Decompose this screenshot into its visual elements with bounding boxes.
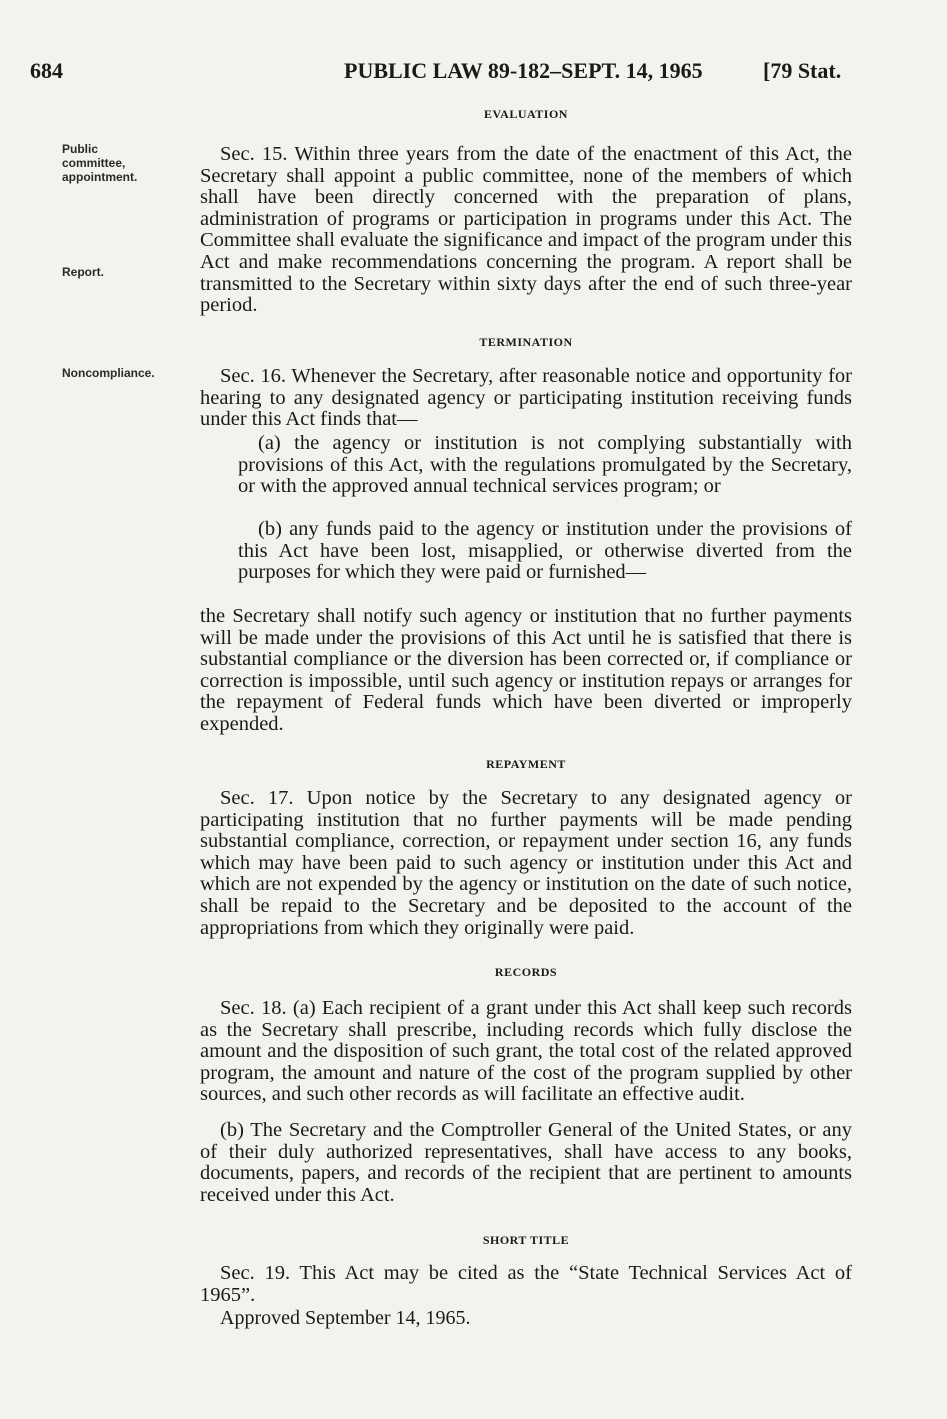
section-18-text-b: (b) The Secretary and the Comptroller General of the United States, or any of their duly authorized representatives, shall have access to any books, documents, papers, and records of the recipient that are pertinent to amounts received under this Act. bbox=[200, 1119, 852, 1206]
section-19-text: Sec. 19. This Act may be cited as the “State Technical Services Act of 1965”. bbox=[200, 1262, 852, 1306]
heading-repayment: REPAYMENT bbox=[486, 757, 566, 771]
section-16-item-b: (b) any funds paid to the agency or institution under the provisions of this Act have been lost, misapplied, or otherwise diverted from the purposes for which they were paid or furnished— bbox=[238, 518, 852, 584]
heading-records: RECORDS bbox=[494, 965, 558, 979]
heading-short-title: SHORT TITLE bbox=[482, 1233, 570, 1247]
section-16-intro: Sec. 16. Whenever the Secretary, after reasonable notice and opportunity for hearing to any designated agency or participating institution receiving funds under this Act finds that— bbox=[200, 365, 852, 431]
running-title: PUBLIC LAW 89-182–SEPT. 14, 1965 bbox=[344, 58, 703, 83]
section-18-text-a: Sec. 18. (a) Each recipient of a grant under this Act shall keep such records as the Secretary shall prescribe, including records which fully disclose the amount and the disposition of such grant, the total cost of the related approved program, the amount and nature of the cost of the program supplied by other sources, and such other records as will facilitate an effective audit. bbox=[200, 997, 852, 1106]
approval-date: Approved September 14, 1965. bbox=[220, 1307, 471, 1329]
margin-note-noncompliance: Noncompliance. bbox=[62, 366, 155, 380]
margin-note-report: Report. bbox=[62, 265, 104, 279]
section-16-item-a: (a) the agency or institution is not complying substantially with provisions of this Act, with the regulations promulgated by the Secretary, or with the approved annual technical services program; or bbox=[238, 432, 852, 498]
heading-termination: TERMINATION bbox=[479, 335, 573, 349]
statute-reference: [79 Stat. bbox=[763, 58, 842, 83]
section-17-text: Sec. 17. Upon notice by the Secretary to any designated agency or participating institution that no further payments will be made pending substantial compliance, correction, or repayment under section 16, any funds which may have been paid to such agency or institution under this Act and which are not expended by the agency or institution on the date of such notice, shall be repaid to the Secretary and be deposited to the account of the appropriations from which they originally were paid. bbox=[200, 787, 852, 939]
section-16-conclusion: the Secretary shall notify such agency or institution that no further payments will be made under the provisions of this Act until he is satisfied that there is substantial compliance or the diversion has been corrected or, if compliance or correction is impossible, until such agency or institution repays or arranges for the repayment of Federal funds which have been diverted or improperly expended. bbox=[200, 605, 852, 735]
page-number: 684 bbox=[30, 58, 63, 83]
margin-note-public-committee: Public committee, appointment. bbox=[62, 142, 138, 184]
section-15-text: Sec. 15. Within three years from the date of the enactment of this Act, the Secretary shall appoint a public committee, none of the members of which shall have been directly concerned with the preparation of plans, administration of programs or participation in programs under this Act. The Committee shall evaluate the significance and impact of the program under this Act and make recommendations concerning the program. A report shall be transmitted to the Secretary within sixty days after the end of such three-year period. bbox=[200, 143, 852, 317]
heading-evaluation: EVALUATION bbox=[484, 107, 568, 121]
